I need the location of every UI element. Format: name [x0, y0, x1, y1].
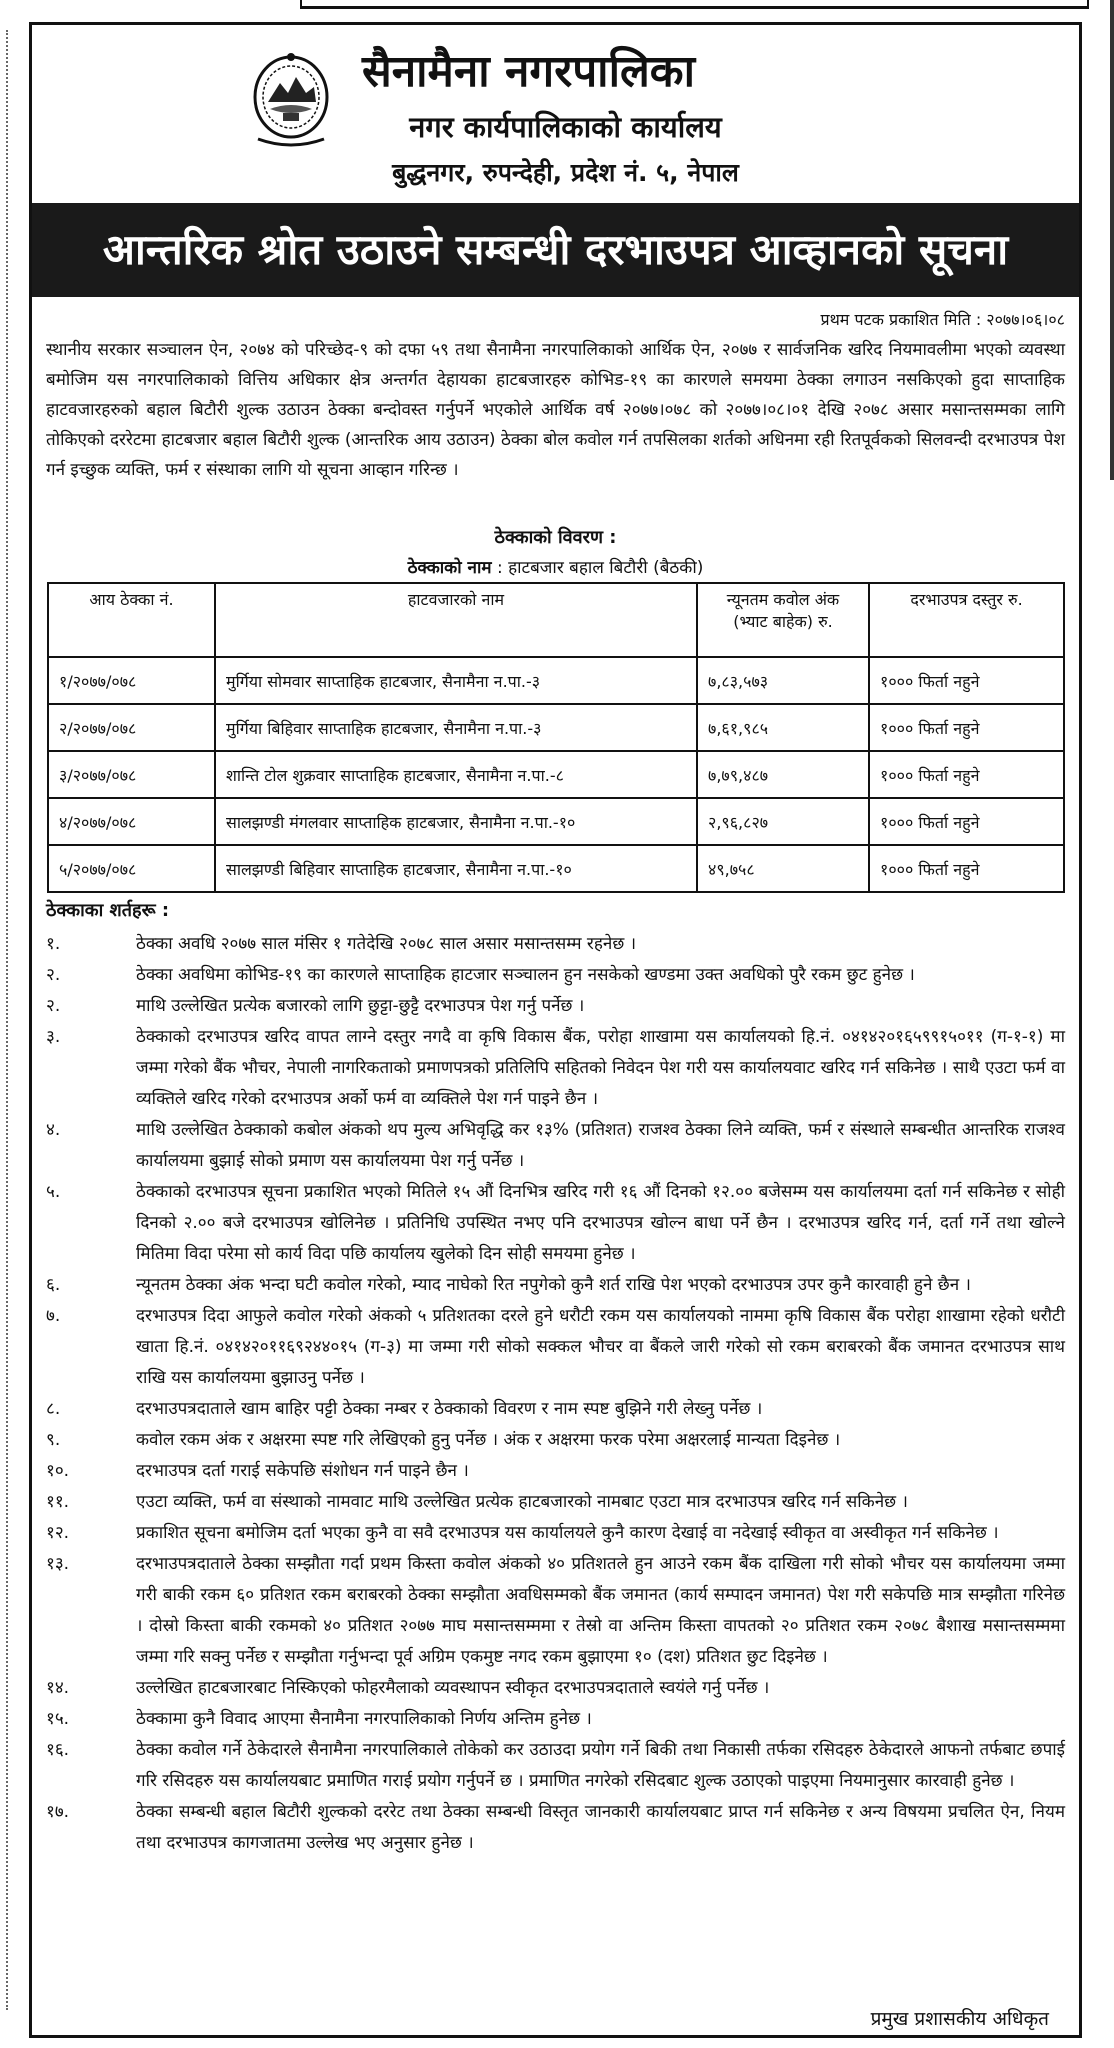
term-number: ६. — [46, 1275, 61, 1295]
term-item — [46, 1673, 1065, 1704]
term-text: माथि उल्लेखित प्रत्येक बजारको लागि छुट्टा-छुट्टै दरभाउपत्र पेश गर्नु पर्नेछ । — [136, 996, 585, 1016]
column-header: आय ठेक्का नं. — [48, 583, 215, 657]
term-number: ३. — [46, 1027, 61, 1047]
term-text: ठेक्का कवोल गर्ने ठेकेदारले सैनामैना नगरपालिकाले तोकेको कर उठाउदा प्रयोग गर्ने बिकी तथा निकासी तर्फका रसिदहरु ठेकेदारले आफनो तर्फबाट छपाई गरि रसिदहरु यस कार्यालयबाट प्रमाणित गराई प्रयोग गर्नुपर्ने छ । प्रमाणित नगरेको रसिदबाट शुल्क उठाएको पाइएमा नियमानुसार कारवाही हुनेछ । — [136, 1740, 1065, 1791]
term-text: ठेक्कामा कुनै विवाद आएमा सैनामैना नगरपालिकाको निर्णय अन्तिम हुनेछ । — [136, 1709, 592, 1729]
term-number: १०. — [46, 1461, 70, 1481]
table-row — [48, 845, 1064, 892]
tender-fee: १००० फिर्ता नहुने — [869, 798, 1064, 845]
term-number: २. — [46, 996, 61, 1016]
term-text: प्रकाशित सूचना बमोजिम दर्ता भएका कुनै वा सवै दरभाउपत्र यस कार्यालयले कुनै कारण देखाई वा नदेखाई स्वीकृत वा अस्वीकृत गर्न सकिनेछ । — [136, 1523, 999, 1543]
market-name: सालझण्डी बिहिवार साप्ताहिक हाटबजार, सैनामैना न.पा.-१० — [215, 845, 697, 892]
table-header-row — [48, 583, 1064, 657]
contract-number: ५/२०७७/०७८ — [48, 845, 215, 892]
term-text: न्यूनतम ठेक्का अंक भन्दा घटी कवोल गरेको, म्याद नाघेको रित नपुगेको कुनै शर्त राखि पेश भएको दरभाउपत्र उपर कुनै कारवाही हुने छैन । — [136, 1275, 971, 1295]
term-text: ठेक्का सम्बन्धी बहाल बिटौरी शुल्कको दररेट तथा ठेक्का सम्बन्धी विस्तृत जानकारी कार्यालयबाट प्राप्त गर्न सकिनेछ र अन्य विषयमा प्रचलित ऐन, नियम तथा दरभाउपत्र कागजातमा उल्लेख भए अनुसार हुनेछ । — [136, 1802, 1065, 1853]
market-name: मुर्गिया सोमवार साप्ताहिक हाटबजार, सैनामैना न.पा.-३ — [215, 657, 697, 704]
notice-header — [32, 25, 1079, 200]
tender-fee: १००० फिर्ता नहुने — [869, 845, 1064, 892]
term-text: कवोल रकम अंक र अक्षरमा स्पष्ट गरि लेखिएको हुनु पर्नेछ । अंक र अक्षरमा फरक परेमा अक्षरलाई मान्यता दिइनेछ । — [136, 1430, 841, 1450]
minimum-bid: २,९६,८२७ — [697, 798, 869, 845]
term-item — [46, 1270, 1065, 1301]
term-number: ७. — [46, 1306, 61, 1326]
contract-number: ३/२०७७/०७८ — [48, 751, 215, 798]
term-item — [46, 1487, 1065, 1518]
table-row — [48, 751, 1064, 798]
municipality-name: सैनामैना नगरपालिका — [362, 46, 695, 97]
term-text: ठेक्का अवधिमा कोभिड-१९ का कारणले साप्ताहिक हाटजार सञ्चालन हुन नसकेको खण्डमा उक्त अवधिको पुरै रकम छुट हुनेछ । — [136, 965, 915, 985]
column-header: हाटवजारको नाम — [215, 583, 697, 657]
term-number: १४. — [46, 1678, 70, 1698]
term-number: ८. — [46, 1399, 61, 1419]
term-text: दरभाउपत्रदाताले ठेक्का सम्झौता गर्दा प्रथम किस्ता कवोल अंकको ४० प्रतिशतले हुन आउने रकम बैंक दाखिला गरी सोको भौचर यस कार्यालयमा जम्मा गरी बाकी रकम ६० प्रतिशत रकम बराबरको ठेक्का सम्झौता अवधिसम्मको बैंक जमानत (कार्य सम्पादन जमानत) पेश गरी सकेपछि मात्र सम्झौता गरिनेछ । दोस्रो किस्ता बाकी रकमको ४० प्रतिशत २०७७ माघ मसान्तसम्ममा र तेस्रो वा अन्तिम किस्ता वापतको २० प्रतिशत रकम २०७८ बैशाख मसान्तसम्ममा जम्मा गरि सक्नु पर्नेछ र सम्झौता गर्नुभन्दा पूर्व अग्रिम एकमुष्ट नगद रकम बुझाएमा १० (दश) प्रतिशत छुट दिइनेछ । — [136, 1554, 1065, 1667]
notice-frame — [29, 22, 1082, 2038]
term-item — [46, 1177, 1065, 1270]
column-header: न्यूनतम कवोल अंक (भ्याट बाहेक) रु. — [697, 583, 869, 657]
tender-fee: १००० फिर्ता नहुने — [869, 657, 1064, 704]
contracts-table — [47, 582, 1065, 893]
publication-date: प्रथम पटक प्रकाशित मिति : २०७७।०६।०८ — [820, 310, 1065, 329]
term-item — [46, 1704, 1065, 1735]
term-number: १७. — [46, 1802, 70, 1822]
market-name: सालझण्डी मंगलवार साप्ताहिक हाटबजार, सैनामैना न.पा.-१० — [215, 798, 697, 845]
term-number: १. — [46, 934, 61, 954]
contract-name-line — [32, 555, 1079, 578]
market-name: मुर्गिया बिहिवार साप्ताहिक हाटबजार, सैनामैना न.पा.-३ — [215, 704, 697, 751]
minimum-bid: ४९,७५८ — [697, 845, 869, 892]
left-page-edge — [6, 30, 10, 2010]
minimum-bid: ७,६१,९८५ — [697, 704, 869, 751]
signatory-title: प्रमुख प्रशासकीय अधिकृत — [870, 2008, 1049, 2030]
term-item — [46, 1797, 1065, 1859]
intro-paragraph: स्थानीय सरकार सञ्चालन ऐन, २०७४ को परिच्छेद-९ को दफा ५९ तथा सैनामैना नगरपालिकाको आर्थिक ऐन, २०७७ र सार्वजनिक खरिद नियमावलीमा भएको व्यवस्था बमोजिम यस नगरपालिकाको वित्तिय अधिकार क्षेत्र अन्तर्गत देहायका हाटबजारहरु कोभिड-१९ का कारणले समयमा ठेक्का लगाउन नसकिएको हुदा साप्ताहिक हाटवजारहरुको बहाल बिटौरी शुल्क उठाउन ठेक्का बन्दोवस्त गर्नुपर्ने भएकोले आर्थिक वर्ष २०७७।०७८ को २०७७।०८।०१ देखि २०७८ असार मसान्तसम्मका लागि तोकिएको दररेटमा हाटबजार बहाल बिटौरी शुल्क (आन्तरिक आय उठाउन) ठेक्का बोल कवोल गर्न तपसिलका शर्तको अधिनमा रही रितपूर्वकको सिलवन्दी दरभाउपत्र पेश गर्न इच्छुक व्यक्ति, फर्म र संस्थाका लागि यो सूचना आव्हान गरिन्छ । — [46, 340, 1065, 480]
term-number: १३. — [46, 1554, 70, 1574]
contract-details-title: ठेक्काको विवरण : — [494, 527, 617, 548]
column-header: दरभाउपत्र दस्तुर रु. — [869, 583, 1064, 657]
term-item — [46, 1549, 1065, 1673]
office-name: नगर कार्यपालिकाको कार्यालय — [409, 110, 722, 144]
term-item — [46, 991, 1065, 1022]
office-address: बुद्धनगर, रुपन्देही, प्रदेश नं. ५, नेपाल — [392, 158, 739, 187]
term-number: ५. — [46, 1182, 61, 1202]
terms-list — [46, 929, 1065, 1859]
right-page-edge — [1110, 0, 1114, 480]
term-item — [46, 1735, 1065, 1797]
term-text: माथि उल्लेखित ठेक्काको कबोल अंकको थप मुल्य अभिवृद्धि कर १३% (प्रतिशत) राजश्व ठेक्का लिने व्यक्ति, फर्म र संस्थाले सम्बन्धीत आन्तरिक राजश्व कार्यालयमा बुझाई सोको प्रमाण यस कार्यालयमा पेश गर्नु पर्नेछ । — [136, 1120, 1065, 1171]
term-item — [46, 1301, 1065, 1394]
term-text: दरभाउपत्रदाताले खाम बाहिर पट्टी ठेक्का नम्बर र ठेक्काको विवरण र नाम स्पष्ट बुझिने गरी लेख्नु पर्नेछ । — [136, 1399, 763, 1419]
table-row — [48, 657, 1064, 704]
term-number: ११. — [46, 1492, 70, 1512]
contract-name-label: ठेक्काको नाम — [407, 558, 492, 578]
term-item — [46, 1115, 1065, 1177]
term-number: १६. — [46, 1740, 70, 1760]
market-name: शान्ति टोल शुक्रवार साप्ताहिक हाटबजार, सैनामैना न.पा.-८ — [215, 751, 697, 798]
term-text: दरभाउपत्र दर्ता गराई सकेपछि संशोधन गर्न पाइने छैन । — [136, 1461, 469, 1481]
term-number: १५. — [46, 1709, 70, 1729]
term-item — [46, 1518, 1065, 1549]
term-number: २. — [46, 965, 61, 985]
term-text: दरभाउपत्र दिदा आफुले कवोल गरेको अंकको ५ प्रतिशतका दरले हुने धरौटी रकम यस कार्यालयको नाममा कृषि विकास बैंक परोहा शाखामा रहेको धरौटी खाता हि.नं. ०४१४२०११६९२४४०१५ (ग-३) मा जम्मा गरी सोको सक्कल भौचर वा बैंकले जारी गरेको सो रकम बराबरको बैंक जमानत दरभाउपत्र साथ राखि यस कार्यालयमा बुझाउनु पर्नेछ । — [136, 1306, 1065, 1388]
contract-number: १/२०७७/०७८ — [48, 657, 215, 704]
notice-title-banner: आन्तरिक श्रोत उठाउने सम्बन्धी दरभाउपत्र आव्हानको सूचना — [32, 203, 1079, 297]
term-item — [46, 960, 1065, 991]
minimum-bid: ७,८३,५७३ — [697, 657, 869, 704]
term-item — [46, 1394, 1065, 1425]
term-text: ठेक्काको दरभाउपत्र खरिद वापत लाग्ने दस्तुर नगदै वा कृषि विकास बैंक, परोहा शाखामा यस कार्यालयको हि.नं. ०४१४२०१६५९९१५०११ (ग-१-१) मा जम्मा गरेको बैंक भौचर, नेपाली नागरिकताको प्रमाणपत्रको प्रतिलिपि सहितको निवेदन पेश गरी यस कार्यालयवाट खरिद गर्न सकिनेछ । साथै एउटा फर्म वा व्यक्तिले खरिद गरेको दरभाउपत्र अर्को फर्म वा व्यक्तिले पेश गर्न पाइने छैन । — [136, 1027, 1065, 1109]
term-number: १२. — [46, 1523, 70, 1543]
term-number: ४. — [46, 1120, 61, 1140]
table-row — [48, 798, 1064, 845]
top-border-strip — [300, 0, 1089, 9]
minimum-bid: ७,७९,४८७ — [697, 751, 869, 798]
table-row — [48, 704, 1064, 751]
contract-number: ४/२०७७/०७८ — [48, 798, 215, 845]
tender-fee: १००० फिर्ता नहुने — [869, 704, 1064, 751]
term-text: उल्लेखित हाटबजारबाट निस्किएको फोहरमैलाको व्यवस्थापन स्वीकृत दरभाउपत्रदाताले स्वयंले गर्नु पर्नेछ । — [136, 1678, 770, 1698]
term-text: ठेक्काको दरभाउपत्र सूचना प्रकाशित भएको मितिले १५ औं दिनभित्र खरिद गरी १६ औं दिनको १२.०० बजेसम्म यस कार्यालयमा दर्ता गर्न सकिनेछ र सोही दिनको २.०० बजे दरभाउपत्र खोलिनेछ । प्रतिनिधि उपस्थित नभए पनि दरभाउपत्र खोल्न बाधा पर्ने छैन । दरभाउपत्र खरिद गर्न, दर्ता गर्ने तथा खोल्ने मितिमा विदा परेमा सो कार्य विदा पछि कार्यालय खुलेको दिन सोही समयमा हुनेछ । — [136, 1182, 1065, 1264]
term-text: एउटा व्यक्ति, फर्म वा संस्थाको नामवाट माथि उल्लेखित प्रत्येक हाटबजारको नामबाट एउटा मात्र दरभाउपत्र खरिद गर्न सकिनेछ । — [136, 1492, 908, 1512]
tender-fee: १००० फिर्ता नहुने — [869, 751, 1064, 798]
term-text: ठेक्का अवधि २०७७ साल मंसिर १ गतेदेखि २०७८ साल असार मसान्तसम्म रहनेछ । — [136, 934, 637, 954]
contract-number: २/२०७७/०७८ — [48, 704, 215, 751]
term-item — [46, 1425, 1065, 1456]
term-item — [46, 1456, 1065, 1487]
term-item — [46, 1022, 1065, 1115]
term-item — [46, 929, 1065, 960]
contract-name-value: : हाटबजार बहाल बिटौरी (बैठकी) — [491, 558, 704, 578]
terms-title: ठेक्काका शर्तहरू : — [46, 900, 170, 921]
term-number: ९. — [46, 1430, 61, 1450]
